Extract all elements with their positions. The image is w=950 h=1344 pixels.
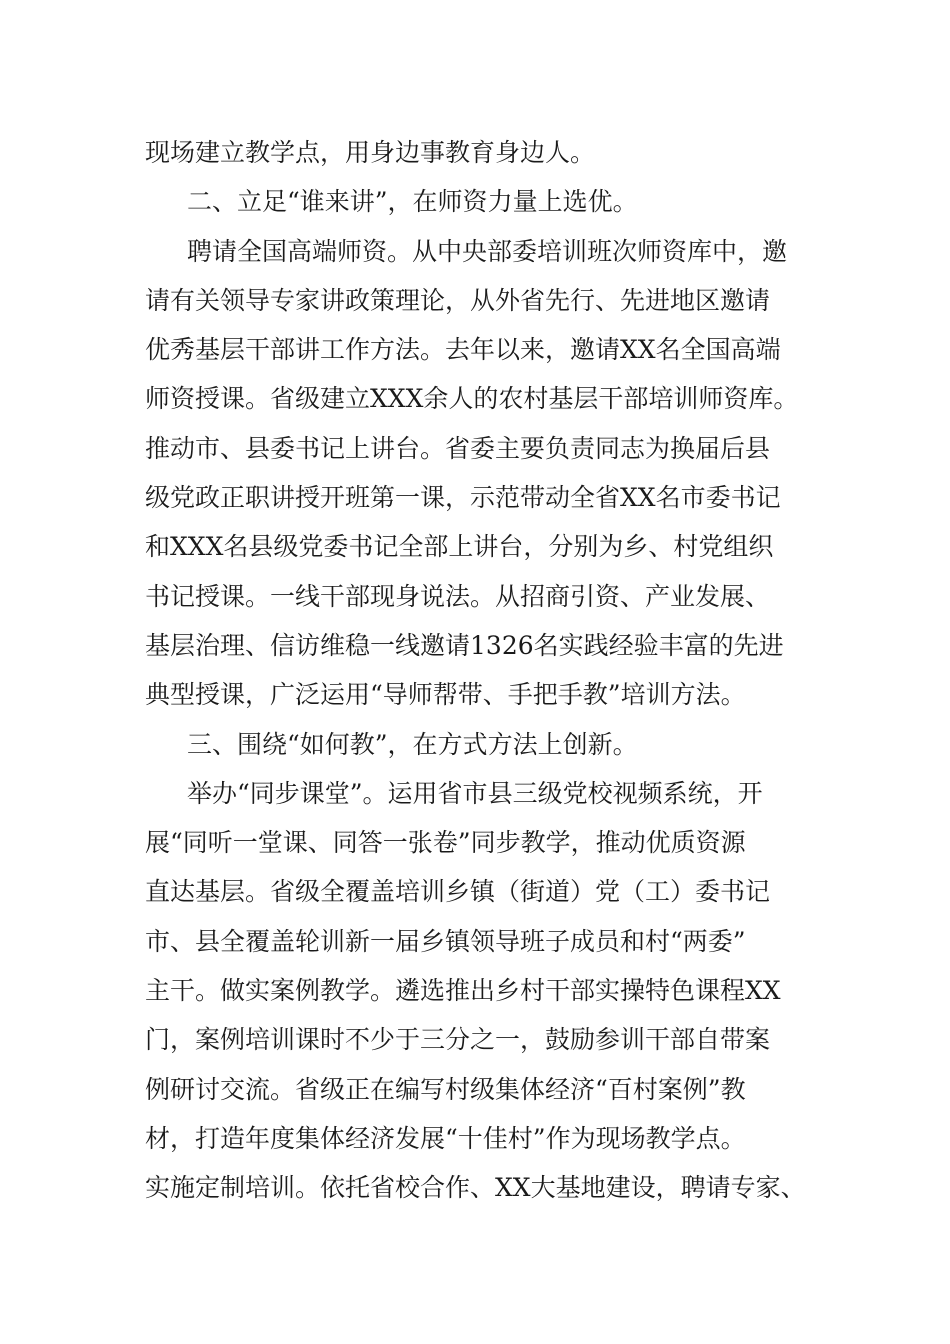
text-line: 基层治理、信访维稳一线邀请1326名实践经验丰富的先进 [145,630,784,660]
text-line: 实施定制培训。依托省校合作、XX大基地建设，聘请专家、 [145,1173,806,1203]
document-body [145,128,820,1213]
paragraph-start: 聘请全国高端师资。从中央部委培训班次师资库中，邀 [187,236,788,266]
paragraph-start: 举办“同步课堂”。运用省市县三级党校视频系统，开 [187,778,763,808]
text-line: 展“同听一堂课、同答一张卷”同步教学，推动优质资源 [145,828,746,858]
text-line: 推动市、县委书记上讲台。省委主要负责同志为换届后县 [145,433,771,463]
section-heading-2: 二、立足“谁来讲”，在师资力量上选优。 [187,187,638,217]
text-line: 现场建立教学点，用身边事教育身边人。 [145,138,596,167]
text-line: 优秀基层干部讲工作方法。去年以来，邀请XX名全国高端 [145,335,781,365]
text-line: 请有关领导专家讲政策理论，从外省先行、先进地区邀请 [145,285,771,315]
text-line: 级党政正职讲授开班第一课，示范带动全省XX名市委书记 [145,483,781,513]
text-line: 和XXX名县级党委书记全部上讲台，分别为乡、村党组织 [145,532,774,562]
text-line: 师资授课。省级建立XXX余人的农村基层干部培训师资库。 [145,384,799,414]
text-line: 书记授课。一线干部现身说法。从招商引资、产业发展、 [145,581,771,611]
text-line: 材，打造年度集体经济发展“十佳村”作为现场教学点。 [145,1123,746,1153]
text-line: 主干。做实案例教学。遴选推出乡村干部实操特色课程XX [145,976,781,1006]
text-line: 门，案例培训课时不少于三分之一，鼓励参训干部自带案 [145,1025,771,1055]
text-line: 直达基层。省级全覆盖培训乡镇（街道）党（工）委书记 [145,877,771,907]
text-line: 市、县全覆盖轮训新一届乡镇领导班子成员和村“两委” [145,926,746,956]
text-line: 例研讨交流。省级正在编写村级集体经济“百村案例”教 [145,1074,746,1104]
section-heading-3: 三、围绕“如何教”，在方式方法上创新。 [187,729,638,759]
text-line: 典型授课，广泛运用“导师帮带、手把手教”培训方法。 [145,680,746,710]
